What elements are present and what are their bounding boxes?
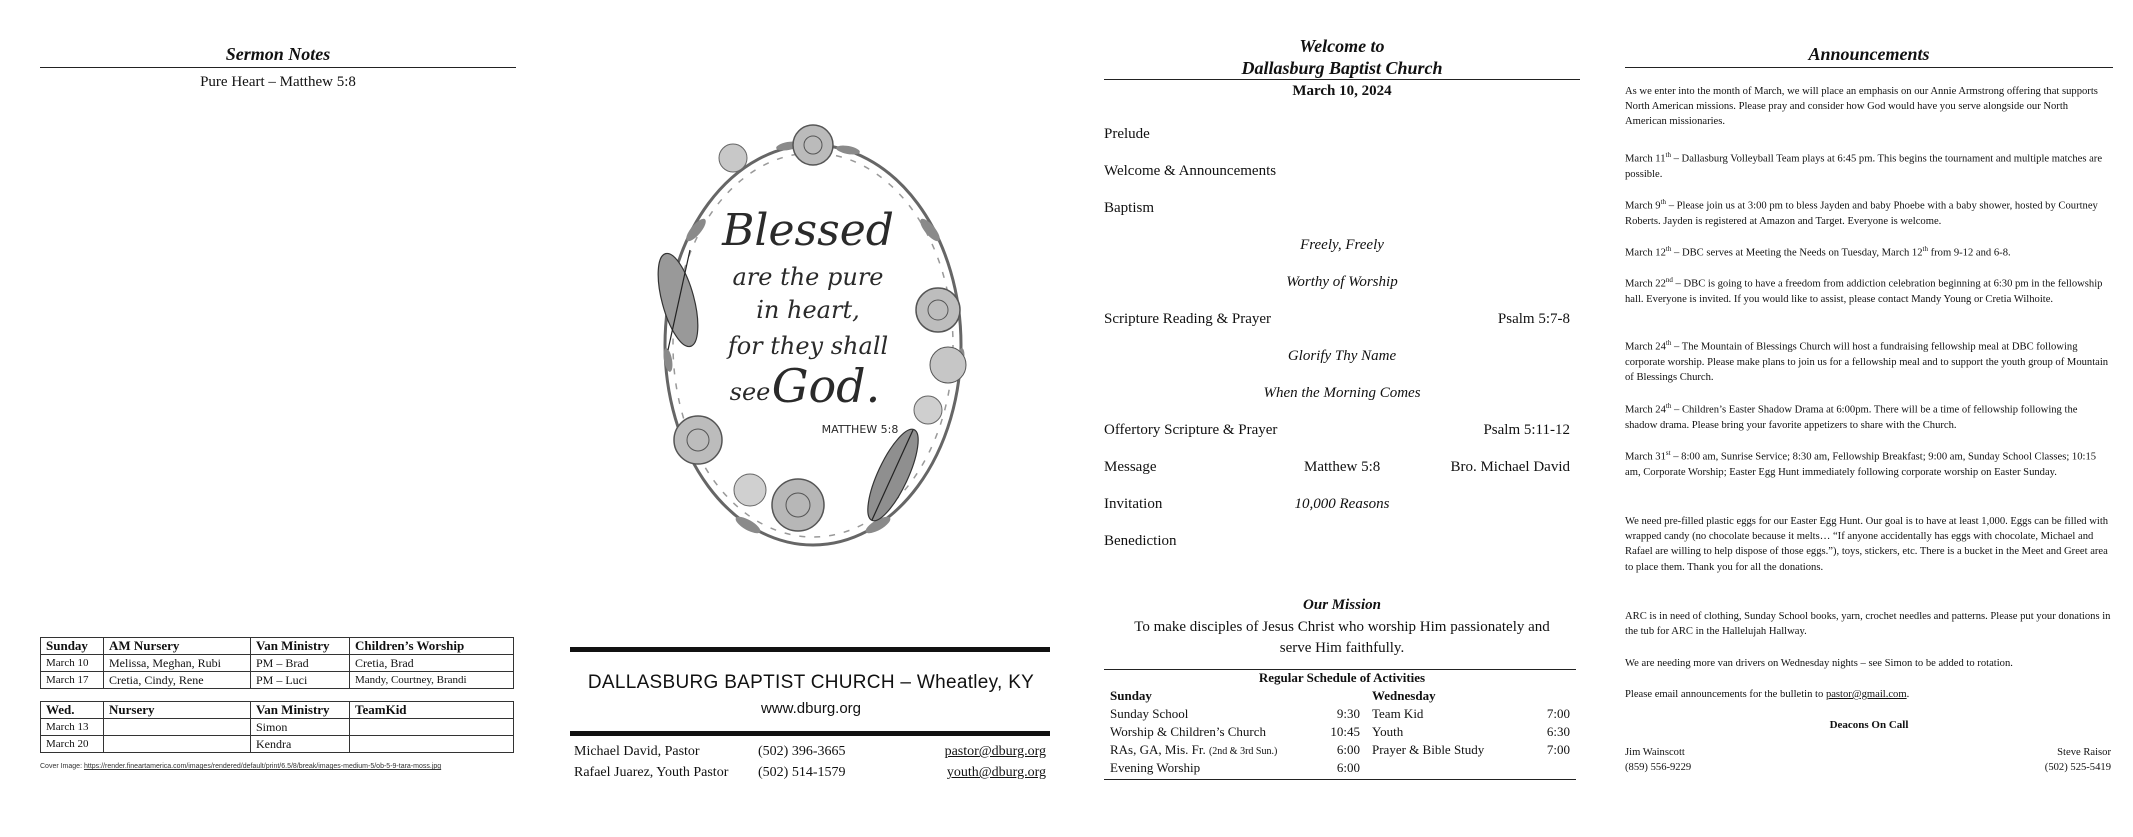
activity-name: Worship & Children’s Church	[1110, 724, 1267, 739]
list-item	[1372, 742, 1570, 758]
table-cell: Kendra	[251, 736, 350, 753]
deacons-title: Deacons On Call	[1829, 719, 1909, 731]
scripture-reference: Psalm 5:7-8	[1497, 311, 1570, 327]
date-suffix: st	[1665, 449, 1671, 457]
activity-name: Team Kid	[1372, 706, 1424, 721]
blessed-wreath-artwork	[638, 110, 988, 570]
activity-time: 10:45	[1330, 724, 1360, 739]
announcement-item: As we enter into the month of March, we will place an emphasis on our Annie Armstrong offering that supports North American missions. Please pray and consider how God would have you serve alongside our North American missionaries.	[1625, 86, 2098, 128]
announcement-item	[1625, 336, 2111, 385]
activity-name: Evening Worship	[1110, 760, 1201, 775]
worship-item-scripture	[1104, 311, 1570, 328]
announcement-text: – DBC is going to have a freedom from addiction celebration beginning at 6:30 pm in the fellowship hall. Everyone is invited. If you would like to assist, please contact Mandy Young or Cretia Wilhoite.	[1625, 278, 2103, 305]
table-header: Van Ministry	[251, 702, 350, 719]
table-header-row	[41, 702, 514, 719]
divider	[1104, 779, 1576, 780]
announcement-date: March 11	[1625, 153, 1666, 165]
announcement-item	[1625, 195, 2111, 229]
worship-item-offertory	[1104, 422, 1570, 439]
announcement-date: March 22	[1625, 278, 1666, 290]
announcement-date: March 9	[1625, 200, 1661, 212]
announcements-title: Announcements	[1625, 44, 2113, 68]
table-cell: PM – Luci	[251, 672, 350, 689]
church-name: DALLASBURG BAPTIST CHURCH – Wheatley, KY	[587, 672, 1035, 693]
announcement-text: Please email announcements for the bulletin to	[1625, 689, 1826, 700]
activity-time: 7:00	[1546, 742, 1570, 757]
art-line-1: Blessed	[722, 205, 894, 256]
scripture-label: Scripture Reading & Prayer	[1104, 311, 1272, 327]
divider	[1104, 79, 1580, 80]
list-item	[1372, 706, 1570, 722]
activity-name: Prayer & Bible Study	[1372, 742, 1485, 757]
date-suffix: th	[1665, 245, 1672, 253]
table-cell	[350, 719, 514, 736]
welcome-heading: Welcome to	[1299, 36, 1385, 56]
announcement-date: March 12	[1625, 247, 1666, 259]
activity-time: 9:30	[1336, 706, 1360, 721]
deacon-right	[2045, 745, 2111, 775]
announcement-text: – DBC serves at Meeting the Needs on Tuesday, March 12	[1671, 247, 1923, 259]
cover-image-credit	[40, 763, 441, 770]
list-item	[1110, 760, 1360, 776]
deacon-left	[1625, 745, 1691, 775]
staff-email-link[interactable]: pastor@dburg.org	[944, 744, 1046, 759]
announcement-item	[1625, 399, 2111, 433]
table-cell: Melissa, Meghan, Rubi	[104, 655, 251, 672]
activity-time: 6:30	[1546, 724, 1570, 739]
announcement-text: – The Mountain of Blessings Church will host a fundraising fellowship meal at DBC following corporate worship. Please make plans to join us for a fellowship meal and to support the youth group of Mountain of Blessings Church.	[1625, 341, 2109, 383]
deacon-name: Steve Raisor	[2057, 747, 2111, 758]
sermon-notes-panel	[40, 0, 516, 837]
announcement-item: ARC is in need of clothing, Sunday School books, yarn, crochet needles and patterns. Please put your donations in the tub for ARC in the Hallelujah Hallway.	[1625, 611, 2111, 638]
cover-image-link[interactable]: https://render.fineartamerica.com/images/rendered/default/print/6.5/8/break/images-medium-5/ob-5-9-tara-moss.jpg	[83, 763, 442, 770]
table-cell: March 13	[41, 719, 104, 736]
announcement-date: March 24	[1625, 404, 1666, 416]
invitation-label: Invitation	[1104, 496, 1163, 512]
announcement-text: – Please join us at 3:00 pm to bless Jayden and baby Phoebe with a baby shower, hosted by Courtney Roberts. Jayden is registered at Amazon and Target. Everyone is welcome.	[1625, 200, 2098, 227]
invitation-song: 10,000 Reasons	[1294, 496, 1390, 512]
date-suffix: nd	[1665, 276, 1673, 284]
announcement-date: March 24	[1625, 341, 1666, 353]
table-row	[41, 672, 514, 689]
table-row	[41, 736, 514, 753]
announcement-date: March 31	[1625, 451, 1666, 463]
deacon-name: Jim Wainscott	[1625, 747, 1685, 758]
rose-flowers	[674, 125, 966, 531]
art-line-4: for they shall	[727, 332, 889, 360]
art-line-5: see	[729, 378, 771, 406]
activity-name: Sunday School	[1110, 706, 1189, 721]
mission-text: To make disciples of Jesus Christ who worship Him passionately and serve Him faithfully.	[1134, 619, 1550, 656]
list-item	[1110, 742, 1360, 758]
staff-name: Michael David, Pastor	[574, 744, 700, 759]
cover-panel	[568, 0, 1054, 837]
table-row	[41, 655, 514, 672]
table-cell: Cretia, Cindy, Rene	[104, 672, 251, 689]
table-header: AM Nursery	[104, 638, 251, 655]
sunday-schedule-table	[40, 637, 514, 689]
table-row	[41, 719, 514, 736]
message-label: Message	[1104, 459, 1157, 475]
worship-item-prelude: Prelude	[1104, 126, 1150, 142]
announcement-text: – 8:00 am, Sunrise Service; 8:30 am, Fellowship Breakfast; 9:00 am, Sunday School Classes; 10:15 am, Corporate Worship; Easter Egg Hunt immediately following corporate worship on Easter Sunday.	[1625, 451, 2097, 478]
mission-title: Our Mission	[1303, 597, 1381, 613]
activity-name: Youth	[1372, 724, 1404, 739]
staff-phone: (502) 396-3665	[758, 744, 846, 759]
date-suffix: th	[1922, 245, 1928, 253]
table-header: TeamKid	[350, 702, 514, 719]
table-cell: PM – Brad	[251, 655, 350, 672]
table-header: Van Ministry	[251, 638, 350, 655]
announcement-item	[1625, 687, 2111, 702]
sermon-notes-subtitle: Pure Heart – Matthew 5:8	[200, 74, 356, 90]
table-header-row	[41, 638, 514, 655]
song-title: When the Morning Comes	[1263, 385, 1421, 401]
divider	[570, 731, 1050, 736]
table-header: Sunday	[41, 638, 104, 655]
table-cell: Cretia, Brad	[350, 655, 514, 672]
staff-email-link[interactable]: youth@dburg.org	[946, 765, 1046, 780]
date-suffix: th	[1665, 339, 1672, 347]
table-header: Wed.	[41, 702, 104, 719]
church-heading: Dallasburg Baptist Church	[1241, 58, 1443, 78]
message-reference: Matthew 5:8	[1304, 459, 1381, 475]
staff-phone: (502) 514-1579	[758, 765, 846, 780]
announcement-item	[1625, 273, 2111, 307]
announcement-item: We need pre-filled plastic eggs for our Easter Egg Hunt. Our goal is to have at least 1,000. Eggs can be filled with wrapped candy (no chocolate because it melts… “If anyone accidentally has eggs with chocolate, Michael and Rafael are willing to help dispose of those eggs.”), toys, stickers, etc. There is a bucket in the Meet and Greet area to place them. Thank you for all the donations.	[1625, 516, 2109, 573]
art-line-6: God.	[771, 359, 881, 413]
offertory-label: Offertory Scripture & Prayer	[1104, 422, 1278, 438]
announcement-text: from 9-12 and 6-8.	[1927, 247, 2011, 259]
announcement-text: – Dallasburg Volleyball Team plays at 6:45 pm. This begins the tournament and multiple matches are possible.	[1625, 153, 2103, 180]
activity-name: RAs, GA, Mis. Fr.	[1110, 742, 1206, 757]
list-item	[1110, 706, 1360, 722]
wednesday-activities	[1372, 688, 1570, 778]
art-reference: MATTHEW 5:8	[821, 423, 899, 436]
sunday-activities	[1110, 688, 1360, 778]
worship-item-message	[1104, 459, 1570, 476]
announcement-text: – Children’s Easter Shadow Drama at 6:00pm. There will be a time of fellowship following the shadow drama. Please bring your favorite appetizers to share with the Church.	[1625, 404, 2078, 431]
table-cell	[104, 736, 251, 753]
table-cell: March 10	[41, 655, 104, 672]
staff-name: Rafael Juarez, Youth Pastor	[574, 765, 729, 780]
order-of-worship-panel	[1104, 0, 1580, 837]
announcement-text: .	[1906, 689, 1910, 700]
table-cell	[104, 719, 251, 736]
song-title: Glorify Thy Name	[1287, 348, 1397, 364]
activity-time: 7:00	[1546, 706, 1570, 721]
table-cell: Mandy, Courtney, Brandi	[350, 672, 514, 689]
deacon-phone: (502) 525-5419	[2044, 762, 2111, 773]
list-item	[1110, 724, 1360, 740]
message-speaker: Bro. Michael David	[1450, 459, 1570, 475]
announcement-email-link[interactable]: pastor@gmail.com	[1825, 689, 1907, 700]
activities-title: Regular Schedule of Activities	[1258, 670, 1426, 685]
cover-image-label: Cover Image:	[40, 763, 83, 770]
announcement-item	[1625, 148, 2111, 182]
song-title: Worthy of Worship	[1286, 274, 1398, 290]
divider	[570, 647, 1050, 652]
date-suffix: th	[1665, 151, 1671, 159]
activity-time: 6:00	[1336, 760, 1360, 775]
list-item	[1372, 724, 1570, 740]
deacon-phone: (859) 556-9229	[1625, 762, 1692, 773]
sermon-notes-title: Sermon Notes	[40, 44, 516, 68]
blessed-script-text	[721, 205, 898, 436]
activity-note: (2nd & 3rd Sun.)	[1208, 746, 1278, 757]
table-header: Nursery	[104, 702, 251, 719]
worship-item-benediction: Benediction	[1104, 533, 1177, 549]
announcement-item	[1625, 446, 2111, 480]
offertory-reference: Psalm 5:11-12	[1483, 422, 1570, 438]
table-header: Children’s Worship	[350, 638, 514, 655]
table-cell: March 20	[41, 736, 104, 753]
activity-time: 6:00	[1336, 742, 1360, 757]
service-date: March 10, 2024	[1292, 83, 1392, 99]
sunday-label: Sunday	[1110, 688, 1152, 703]
worship-item-welcome: Welcome & Announcements	[1104, 163, 1277, 179]
date-suffix: th	[1660, 198, 1667, 206]
wednesday-schedule-table	[40, 701, 514, 753]
art-line-3: in heart,	[756, 296, 860, 324]
announcement-item: We are needing more van drivers on Wednesday nights – see Simon to be added to rotation.	[1625, 658, 2013, 669]
song-title: Freely, Freely	[1300, 237, 1384, 253]
art-line-2: are the pure	[732, 263, 884, 291]
church-website[interactable]: www.dburg.org	[760, 700, 862, 717]
date-suffix: th	[1665, 402, 1672, 410]
table-cell	[350, 736, 514, 753]
announcements-panel	[1625, 0, 2113, 837]
wednesday-label: Wednesday	[1372, 688, 1436, 703]
worship-item-baptism: Baptism	[1104, 200, 1155, 216]
table-cell: Simon	[251, 719, 350, 736]
table-cell: March 17	[41, 672, 104, 689]
announcement-item	[1625, 242, 2111, 261]
